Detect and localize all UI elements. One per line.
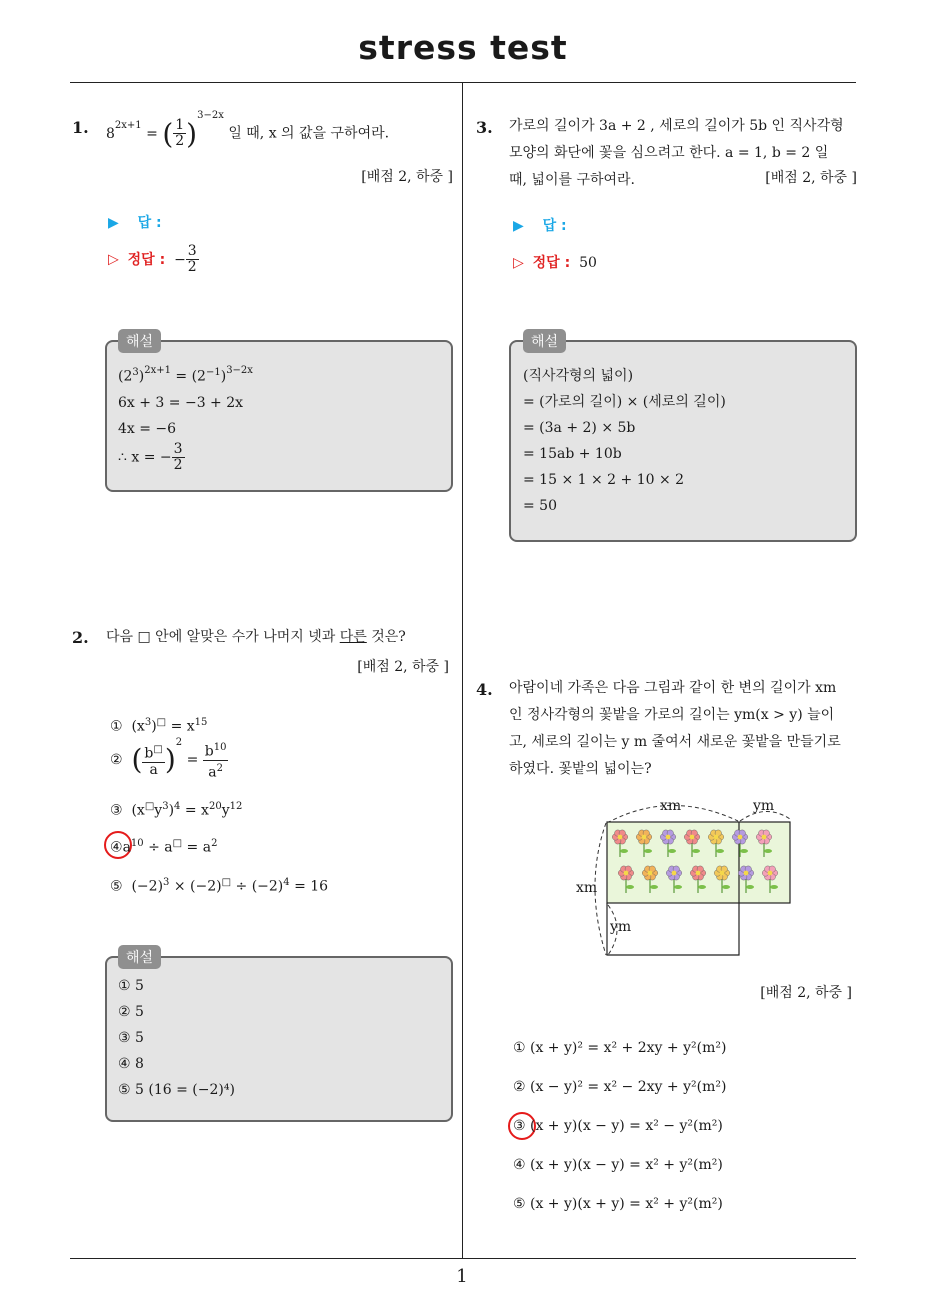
flower-center xyxy=(672,871,677,876)
flower-center xyxy=(618,835,623,840)
solution-line: 4x = −6 xyxy=(118,420,177,437)
question-2-option-1[interactable]: ① $(x^3)^□ = x^{15}$ xyxy=(110,717,208,735)
flower-leaf xyxy=(698,885,706,889)
flower-leaf xyxy=(746,885,754,889)
solution-line xyxy=(118,442,253,473)
solution-line: ① 5 xyxy=(118,978,144,994)
flower-center xyxy=(690,835,695,840)
question-3-line: 가로의 길이가 3a + 2 , 세로의 길이가 5b 인 직사각형 xyxy=(509,118,844,134)
answer-sign: − xyxy=(174,251,186,268)
solution-line: ③ 5 xyxy=(118,1030,144,1046)
figure-label-top-x: xm xyxy=(660,798,682,814)
solution-line: = 15ab + 10b xyxy=(523,446,622,462)
question-2-solution-lines xyxy=(118,973,235,1103)
question-2-text xyxy=(106,624,406,651)
outline-play-icon: ▷ xyxy=(108,251,119,268)
option-marker: ② xyxy=(110,752,123,769)
flower-center xyxy=(720,871,725,876)
flower-leaf xyxy=(674,885,682,889)
solution-line: 6x + 3 = −3 + 2x xyxy=(118,394,244,411)
question-1-correct-answer xyxy=(174,243,199,275)
question-1-correct-row xyxy=(108,244,199,275)
solution-line: = (3a + 2) × 5b xyxy=(523,420,636,436)
question-1-solution-tag: 해설 xyxy=(118,329,161,353)
play-icon: ▶ xyxy=(513,218,524,234)
question-4-line: 아람이네 가족은 다음 그림과 같이 한 변의 길이가 xm xyxy=(509,680,837,696)
question-4-score: [배점 2, 하중 ] xyxy=(760,985,852,1001)
flower-garden-figure xyxy=(570,795,810,965)
solution-line: ② 5 xyxy=(118,1004,144,1020)
question-4-number: 4. xyxy=(476,680,493,699)
flower-leaf xyxy=(716,849,724,853)
question-2-score: [배점 2, 하중 ] xyxy=(357,659,449,675)
solution-prefix: ∴ x = − xyxy=(118,449,172,466)
question-4-option-1[interactable]: ① (x + y)² = x² + 2xy + y²(m²) xyxy=(513,1040,727,1056)
question-2-option-4[interactable]: $④a^{10} \div a^□ = a^2$ xyxy=(110,838,218,856)
play-icon: ▶ xyxy=(108,215,119,231)
page-number: 1 xyxy=(456,1266,468,1287)
question-2-text-b: 것은? xyxy=(366,629,406,645)
solution-line: (직사각형의 넓이) xyxy=(523,368,634,384)
question-2-number: 2. xyxy=(72,628,89,647)
question-2-solution-tag: 해설 xyxy=(118,945,161,969)
answer-label: 답 : xyxy=(542,218,567,234)
flower-center xyxy=(642,835,647,840)
question-3-correct-answer: 50 xyxy=(579,255,597,271)
flower-center xyxy=(648,871,653,876)
question-4-line: 고, 세로의 길이는 y m 줄여서 새로운 꽃밭을 만들기로 xyxy=(509,734,841,750)
answer-denominator: 2 xyxy=(187,259,197,275)
flower-center xyxy=(738,835,743,840)
solution-line: = 15 × 1 × 2 + 10 × 2 xyxy=(523,472,685,488)
flower-center xyxy=(666,835,671,840)
flower-leaf xyxy=(626,885,634,889)
flower-center xyxy=(696,871,701,876)
flower-leaf xyxy=(722,885,730,889)
correct-label: 정답 : xyxy=(127,251,166,268)
question-4-text xyxy=(509,675,841,783)
answer-numerator: 3 xyxy=(187,243,197,259)
question-3-solution-tag: 해설 xyxy=(523,329,566,353)
solution-line: = (가로의 길이) × (세로의 길이) xyxy=(523,394,726,410)
solution-line: ④ 8 xyxy=(118,1056,144,1072)
question-3-line: 때, 넓이를 구하여라. xyxy=(509,172,635,188)
flower-leaf xyxy=(620,849,628,853)
figure-label-top-y: ym xyxy=(753,798,775,814)
question-1-score: [배점 2, 하중 ] xyxy=(361,169,453,185)
question-1-text: $8^{2x+1}$ = ( $\frac{1}{2}$ )$^{3-2x}$ 일 때, x 의 값을 구하여라. xyxy=(106,110,390,151)
flower-center xyxy=(624,871,629,876)
figure-label-left-y: ym xyxy=(610,919,632,935)
question-2-underlined: 다른 xyxy=(339,629,367,645)
footer-rule xyxy=(70,1258,856,1259)
flower-leaf xyxy=(764,849,772,853)
correct-label: 정답 : xyxy=(532,255,571,271)
question-3-answer-row xyxy=(513,215,567,235)
question-2-option-3[interactable]: ③ $(x^□y^3)^4 = x^{20}y^{12}$ xyxy=(110,801,243,819)
question-3-solution-lines xyxy=(523,363,726,519)
question-3-score: [배점 2, 하중 ] xyxy=(765,170,857,186)
question-2-text-a: 다음 □ 안에 알맞은 수가 나머지 넷과 xyxy=(106,629,340,645)
flower-leaf xyxy=(644,849,652,853)
flower-leaf xyxy=(692,849,700,853)
column-divider xyxy=(462,83,463,1259)
question-1-number: 1. xyxy=(72,118,89,137)
answer-label: 답 : xyxy=(137,215,162,231)
page-title: stress test xyxy=(358,28,568,67)
outline-play-icon: ▷ xyxy=(513,255,524,271)
question-3-line: 모양의 화단에 꽃을 심으려고 한다. a = 1, b = 2 일 xyxy=(509,145,829,161)
question-3-correct-row xyxy=(513,252,597,272)
question-2-option-2[interactable]: ② ( $\frac{b^□}{a}$ )$^2$ = $\frac{b^{10}}{a^2}$ xyxy=(110,736,227,781)
flower-center xyxy=(744,871,749,876)
flower-center xyxy=(714,835,719,840)
option-marker: ① xyxy=(110,718,123,735)
question-1-suffix: 일 때, x 의 값을 구하여라. xyxy=(228,125,390,142)
question-1-answer-row xyxy=(108,212,162,232)
figure-label-left-x: xm xyxy=(576,880,598,896)
question-4-option-2[interactable]: ② (x − y)² = x² − 2xy + y²(m²) xyxy=(513,1079,727,1095)
solution-numerator: 3 xyxy=(173,440,183,457)
flower-center xyxy=(762,835,767,840)
question-2-option-5[interactable]: ⑤ $(-2)^3 \times (-2)^□ \div (-2)^4 = 16$ xyxy=(110,877,329,895)
solution-denominator: 2 xyxy=(173,456,183,473)
question-4-option-3[interactable]: ③ (x + y)(x − y) = x² − y²(m²) xyxy=(513,1118,723,1134)
header-rule xyxy=(70,82,856,83)
solution-line: = 50 xyxy=(523,498,557,514)
solution-line: ⑤ 5 (16 = (−2)⁴) xyxy=(118,1082,235,1098)
flower-leaf xyxy=(770,885,778,889)
question-3-number: 3. xyxy=(476,118,493,137)
question-1-solution-lines xyxy=(118,360,253,473)
question-4-line: 하였다. 꽃밭의 넓이는? xyxy=(509,761,652,777)
question-4-line: 인 정사각형의 꽃밭을 가로의 길이는 ym(x > y) 늘이 xyxy=(509,707,835,723)
option-marker: ④ xyxy=(110,839,123,856)
flower-leaf xyxy=(668,849,676,853)
question-4-option-5[interactable]: ⑤ (x + y)(x + y) = x² + y²(m²) xyxy=(513,1196,723,1212)
option-marker: ③ xyxy=(110,802,123,819)
flower-leaf xyxy=(740,849,748,853)
flower-leaf xyxy=(650,885,658,889)
question-4-option-4[interactable]: ④ (x + y)(x − y) = x² + y²(m²) xyxy=(513,1157,723,1173)
flower-center xyxy=(768,871,773,876)
option-marker: ⑤ xyxy=(110,878,123,895)
solution-line: $(2^3)^{2x+1} = (2^{-1})^{3-2x}$ xyxy=(118,365,253,385)
